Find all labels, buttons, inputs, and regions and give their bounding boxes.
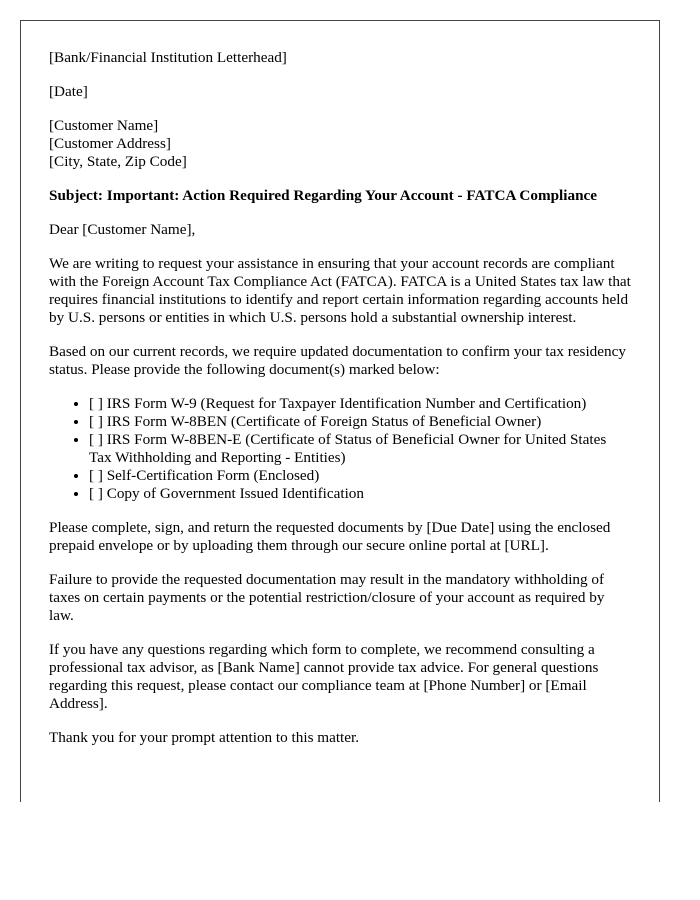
paragraph-fatca-intro: We are writing to request your assistance in ensuring that your account records are compliant with the Foreign Account Tax Compliance Act (FATCA). FATCA is a United States tax law that requires financial institutions to identify and report certain information regarding accounts held by U.S. persons or entities in which U.S. persons hold a substantial ownership interest.	[49, 255, 631, 326]
recipient-city: [City, State, Zip Code]	[49, 153, 187, 170]
recipient-name: [Customer Name]	[49, 117, 159, 134]
salutation: Dear [Customer Name],	[49, 221, 196, 238]
recipient-block	[49, 117, 631, 171]
recipient-address: [Customer Address]	[49, 135, 171, 152]
document-item-w9: • [ ] IRS Form W-9 (Request for Taxpayer Identification Number and Certification)	[89, 395, 631, 413]
paragraph-documentation-request: Based on our current records, we require updated documentation to confirm your tax residency status. Please provide the following document(s) marked below:	[49, 343, 626, 378]
letterhead: [Bank/Financial Institution Letterhead]	[49, 49, 287, 66]
document-item-government-id: • [ ] Copy of Government Issued Identification	[89, 485, 631, 503]
document-item-w8ben: • [ ] IRS Form W-8BEN (Certificate of Foreign Status of Beneficial Owner)	[89, 413, 631, 431]
closing-line: Thank you for your prompt attention to this matter.	[49, 729, 360, 746]
paragraph-withholding-warning: Failure to provide the requested documentation may result in the mandatory withholding of taxes on certain payments or the potential restriction/closure of your account as required by law.	[49, 571, 605, 624]
subject-line: Subject: Important: Action Required Regarding Your Account - FATCA Compliance	[49, 187, 598, 204]
document-item-self-certification: • [ ] Self-Certification Form (Enclosed)	[89, 467, 631, 485]
paragraph-contact-info: If you have any questions regarding which form to complete, we recommend consulting a professional tax advisor, as [Bank Name] cannot provide tax advice. For general questions regarding this request, please contact our compliance team at [Phone Number] or [Email Address].	[49, 641, 599, 712]
document-item-w8ben-e: • [ ] IRS Form W-8BEN-E (Certificate of Status of Beneficial Owner for United States Tax Withholding and Reporting - Entities)	[89, 431, 631, 467]
paragraph-return-instructions: Please complete, sign, and return the requested documents by [Due Date] using the enclosed prepaid envelope or by uploading them through our secure online portal at [URL].	[49, 519, 611, 554]
letter-page	[20, 20, 660, 802]
letter-date: [Date]	[49, 83, 88, 100]
document-list	[49, 395, 631, 503]
